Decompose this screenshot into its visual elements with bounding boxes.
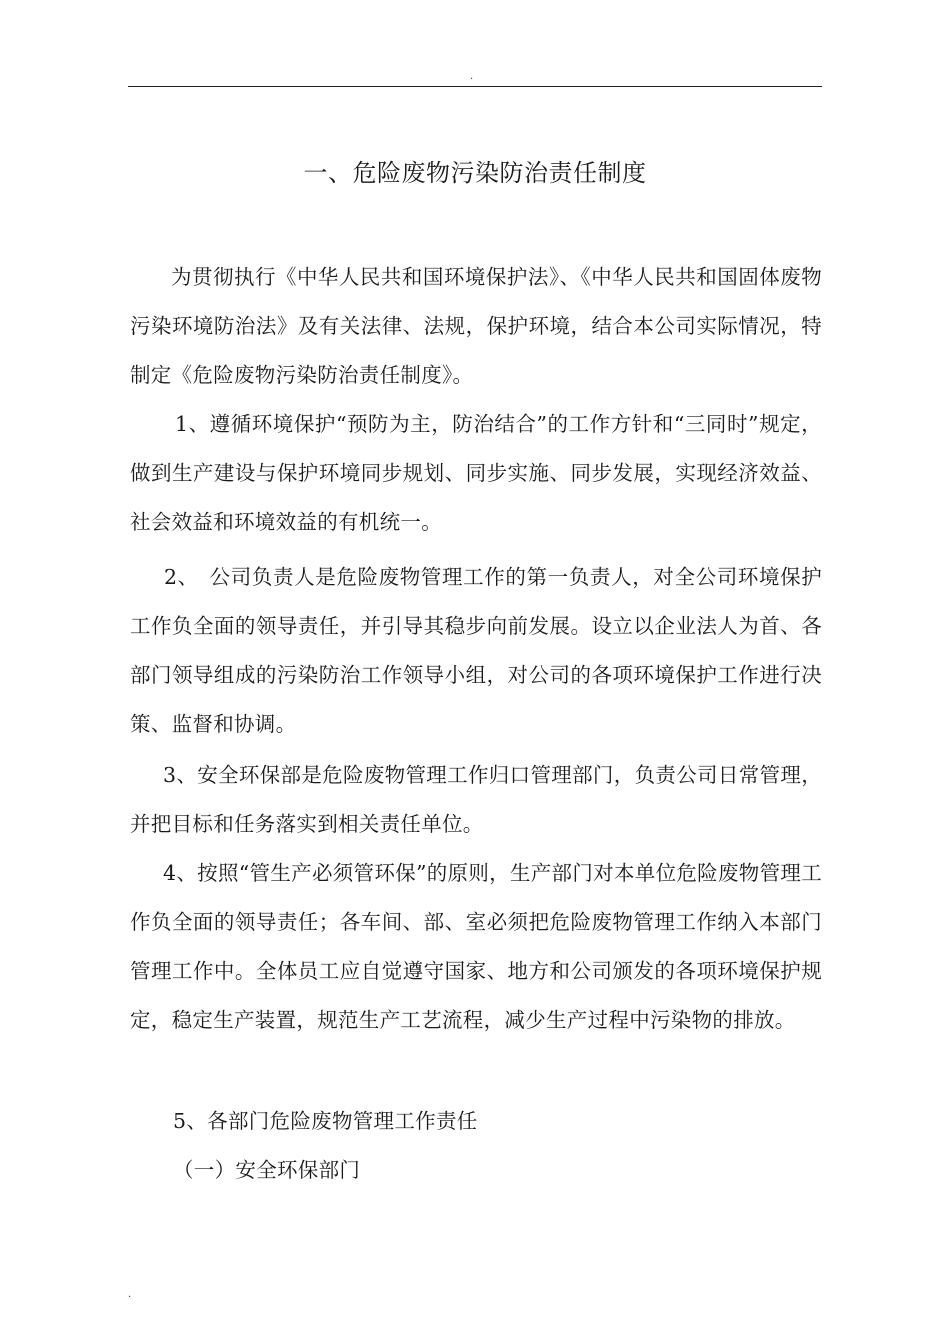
document-title: 一、危险废物污染防治责任制度 <box>303 159 647 187</box>
header-mark: . <box>470 71 474 82</box>
subsection-heading: （一）安全环保部门 <box>173 1158 361 1182</box>
footer-mark: . <box>128 1289 132 1300</box>
clause-5-heading: 5、各部门危险废物管理工作责任 <box>173 1109 478 1133</box>
clause-4-paragraph: 4、按照“管生产必须管环保”的原则，生产部门对本单位危险废物管理工作负全面的领导责任；各车间、部、室必须把危险废物管理工作纳入本部门管理工作中。全体员工应自觉遵守国家、地方和公司颁发的各项环境保护规定，稳定生产装置，规范生产工艺流程，减少生产过程中污染物的排放。 <box>130 861 822 1032</box>
intro-paragraph: 为贯彻执行《中华人民共和国环境保护法》、《中华人民共和国固体废物污染环境防治法》及有关法律、法规，保护环境，结合本公司实际情况，特制定《危险废物污染防治责任制度》。 <box>130 265 822 387</box>
clause-3-paragraph: 3、安全环保部是危险废物管理工作归口管理部门，负责公司日常管理，并把目标和任务落实到相关责任单位。 <box>130 763 822 836</box>
header-rule <box>128 86 822 87</box>
clause-2-paragraph: 2、 公司负责人是危险废物管理工作的第一负责人，对全公司环境保护工作负全面的领导责任，并引导其稳步向前发展。设立以企业法人为首、各部门领导组成的污染防治工作领导小组，对公司的各项环境保护工作进行决策、监督和协调。 <box>130 565 822 736</box>
clause-1-paragraph: 1、遵循环境保护“预防为主，防治结合”的工作方针和“三同时”规定，做到生产建设与保护环境同步规划、同步实施、同步发展，实现经济效益、社会效益和环境效益的有机统一。 <box>130 412 822 534</box>
